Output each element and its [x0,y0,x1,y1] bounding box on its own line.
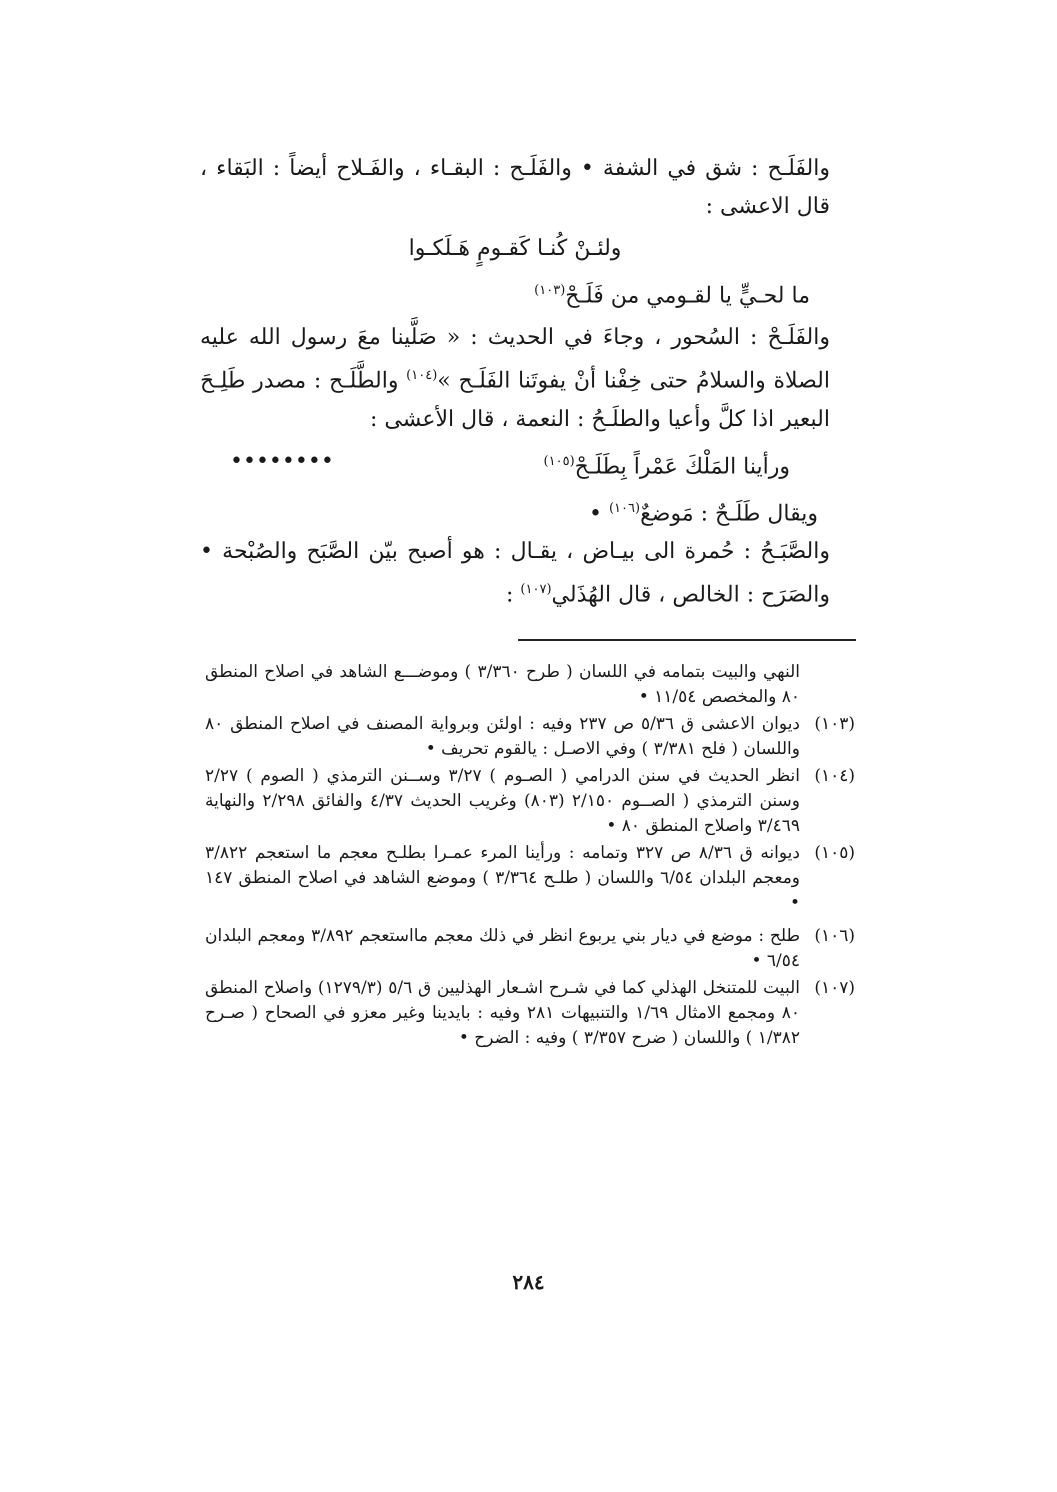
footnote-text: البيت للمتنخل الهذلي كما في شـرح اشـعار الهذليين ق ٥/٦ (١٢٧٩/٣) واصلاح المنطق ٨٠ ومجمع الامثال ١/٦٩ والتنبيهات ٢٨١ وفيه : بايدينا وغير معزو في الصحاح ( صـرح ١/٣٨٢ ) واللسان ( ضرح ٣/٣٥٧ ) وفيه : الضرح • [205,978,800,1048]
verse-line-1 [200,230,830,268]
footnote-ref-103: (١٠٣) [534,283,566,298]
footnote-continuation [205,660,855,710]
verse-line-2 [200,272,830,315]
footnote-105 [205,841,855,916]
footnote-ref-107: (١٠٧) [520,582,552,598]
main-text [200,150,830,615]
footnote-ref-104: (١٠٤) [406,368,438,384]
footnote-number: (١٠٤) [814,766,855,786]
footnote-103 [205,712,855,762]
paragraph-2-a: والفَلَـحْ : السُحور ، وجاءَ في الحديث : « صَلَّينا معَ رسول الله عليه الصلاة والسلامُ حتى خِفْنا أنْ يفوتَنا الفَلَـح » [200,325,830,394]
verse-line-3 [200,443,830,486]
footnote-ref-105: (١٠٥) [543,453,575,469]
footnote-text: طلح : موضع في ديار بني يربوع انظر في ذلك معجم مااستعجم ٣/٨٩٢ ومعجم البلدان ٦/٥٤ • [205,926,801,971]
footnote-number: (١٠٣) [814,714,855,734]
paragraph-2 [200,319,830,438]
verse-2-text: ما لحـيٍّ يا لقـومي من فَلَـحْ [565,283,810,309]
page-number: ٢٨٤ [512,1270,545,1294]
footnote-text: النهي والبيت بتمامه في اللسان ( طرح ٣/٣٦٠ ) وموضـــع الشاهد في اصلاح المنطق ٨٠ والمخصص ١١/٥٤ • [205,662,800,707]
footnote-106 [205,924,855,974]
footnote-ref-106: (١٠٦) [608,500,641,516]
footnotes [205,660,855,1053]
paragraph-3-end: • [588,501,609,527]
footnote-text: ديوانه ق ٨/٣٦ ص ٣٢٧ وتمامه : ورأينا المرء عمـرا بطلـح معجم ما استعجم ٣/٨٢٢ ومعجم البلدان ٦/٥٤ واللسان ( طلـح ٣/٣٦٤ ) وموضع الشاهد في اصلاح المنطق ١٤٧ • [205,843,801,913]
paragraph-1: والفَلَـح : شق في الشفة • والفَلَـح : البقـاء ، والفَـلاح أيضاً : البَقاء ، قال الاعشى : [200,156,830,219]
verse-3-text: ورأينا المَلْكَ عَمْراً بِطَلَـحْ [574,453,790,479]
footnote-104 [205,764,855,839]
paragraph-3 [200,490,830,533]
paragraph-2-b: والطَّلَـح : مصدر طَلِـحَ البعير اذا كلَّ وأعيا والطلَـحُ : النعمة ، قال الأعشى : [200,368,830,432]
paragraph-3-text: ويقال طَلَـحٌ : مَوضعٌ [640,501,818,527]
verse-3-right [544,443,790,486]
paragraph-4-end: : [506,582,521,608]
verse-3-ellipsis: •••••••• [230,448,334,474]
paragraph-4 [200,533,830,614]
verse-1-text: ولئـنْ كُنـا كَقـومٍ هَـلَكـوا [408,236,622,261]
footnote-separator [518,639,856,641]
footnote-text: ديوان الاعشى ق ٥/٣٦ ص ٢٣٧ وفيه : اولئن وبرواية المصنف في اصلاح المنطق ٨٠ واللسان ( فلح ٣/٣٨١ ) وفي الاصـل : يالقوم تحريف • [205,714,800,759]
footnote-text: انظر الحديث في سنن الدرامي ( الصـوم ) ٣/٢٧ وســنن الترمذي ( الصوم ) ٢/٢٧ وسنن الترمذي ( الصــوم ٢/١٥٠ (٨٠٣) وغريب الحديث ٤/٣٧ والفائق ٢/٢٩٨ والنهاية ٣/٤٦٩ واصلاح المنطق ٨٠ • [205,766,800,836]
footnote-number: (١٠٧) [814,978,855,998]
footnote-107 [205,976,855,1051]
footnote-number: (١٠٦) [814,926,855,946]
paragraph-4-text: والصَّبَـحُ : حُمرة الى بيـاض ، يقـال : هو أصبح بيّن الصَّبَح والصُبْحة • والصَرَح : الخالص ، قال الهُذَلي [200,539,830,608]
footnote-number: (١٠٥) [814,843,855,863]
